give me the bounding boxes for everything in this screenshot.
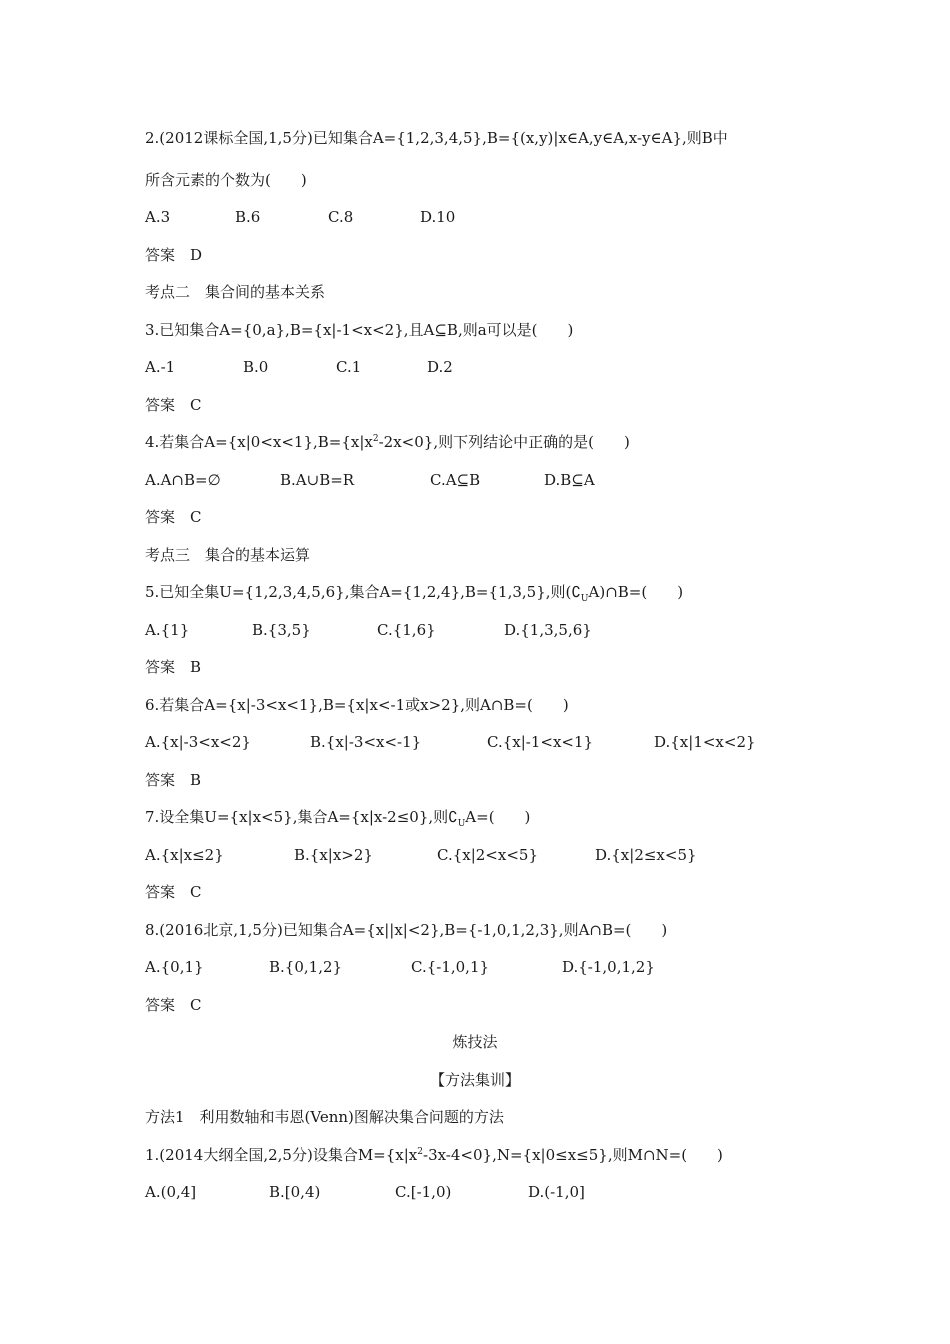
section-title-method-training: 【方法集训】 — [429, 1071, 520, 1089]
option-a: A.{x|-3<x<2} — [145, 733, 251, 751]
question-7: 7.设全集U={x|x<5},集合A={x|x-2≤0},则$∁_UA=$( ) — [145, 808, 531, 829]
option-a: A.(0,4] — [145, 1183, 197, 1201]
option-a: A.{0,1} — [145, 958, 204, 976]
section-title-practice: 炼技法 — [452, 1033, 498, 1051]
option-c: C.A⊆B — [430, 471, 481, 489]
answer-2: 答案 D — [145, 246, 203, 264]
answer-6: 答案 B — [145, 771, 202, 789]
answer-5: 答案 B — [145, 658, 202, 676]
option-b: B.{0,1,2} — [269, 958, 343, 976]
option-c: C.[-1,0) — [395, 1183, 452, 1201]
question-8: 8.(2016北京,1,5分)已知集合A={x||x|<2},B={-1,0,1,2,3},则A∩B=( ) — [145, 921, 668, 939]
option-b: B.{3,5} — [252, 621, 311, 639]
option-b: B.A∪B=R — [280, 471, 355, 489]
option-d: D.{-1,0,1,2} — [562, 958, 655, 976]
option-d: D.{1,3,5,6} — [504, 621, 592, 639]
method-question-1: 1.(2014大纲全国,2,5分)设集合$M=\{x|x^2-3x-4<0\},N=\{x|0\le x\le 5\}$,则M∩N=( ) — [145, 1146, 723, 1164]
answer-7: 答案 C — [145, 883, 202, 901]
answer-3: 答案 C — [145, 396, 202, 414]
section-heading-3: 考点三 集合的基本运算 — [145, 546, 311, 564]
option-d: D.B⊆A — [544, 471, 595, 489]
answer-8: 答案 C — [145, 996, 202, 1014]
option-a: A.A∩B=∅ — [145, 471, 221, 489]
question-6: 6.若集合A={x|-3<x<1},B={x|x<-1或x>2},则A∩B=( ) — [145, 696, 569, 714]
option-c: C.{-1,0,1} — [411, 958, 490, 976]
method-heading-1: 方法1 利用数轴和韦恩(Venn)图解决集合问题的方法 — [145, 1108, 504, 1126]
option-d: D.2 — [427, 358, 453, 376]
section-heading-2: 考点二 集合间的基本关系 — [145, 283, 326, 301]
question-3: 3.已知集合A={0,a},B={x|-1<x<2},且A⊆B,则a可以是( ) — [145, 321, 574, 339]
question-5: 5.已知全集U={1,2,3,4,5,6},集合A={1,2,4},B={1,3,5},则$(∁_UA)\cap B=$( ) — [145, 583, 684, 604]
option-c: C.8 — [328, 208, 354, 226]
option-d: D.(-1,0] — [528, 1183, 585, 1201]
option-b: B.0 — [243, 358, 269, 376]
option-a: A.{x|x≤2} — [145, 846, 224, 864]
option-b: B.6 — [235, 208, 261, 226]
option-b: B.{x|x>2} — [294, 846, 373, 864]
option-c: C.1 — [336, 358, 362, 376]
question-2-line-1: 2.(2012课标全国,1,5分)已知集合A={1,2,3,4,5},B={(x,y)|x∈A,y∈A,x-y∈A},则B中 — [145, 129, 728, 147]
question-4: 4.若集合$A=\{x|0<x<1\},B=\{x|x^2-2x<0\}$,则下列结论中正确的是( ) — [145, 433, 630, 451]
option-c: C.{x|2<x<5} — [437, 846, 538, 864]
option-d: D.{x|2≤x<5} — [595, 846, 697, 864]
answer-4: 答案 C — [145, 508, 202, 526]
option-c: C.{x|-1<x<1} — [487, 733, 594, 751]
option-b: B.[0,4) — [269, 1183, 321, 1201]
option-d: D.10 — [420, 208, 456, 226]
option-a: A.3 — [145, 208, 171, 226]
question-2-line-2: 所含元素的个数为( ) — [145, 171, 307, 189]
option-b: B.{x|-3<x<-1} — [310, 733, 422, 751]
option-c: C.{1,6} — [377, 621, 436, 639]
option-a: A.-1 — [145, 358, 176, 376]
option-d: D.{x|1<x<2} — [654, 733, 756, 751]
option-a: A.{1} — [145, 621, 190, 639]
